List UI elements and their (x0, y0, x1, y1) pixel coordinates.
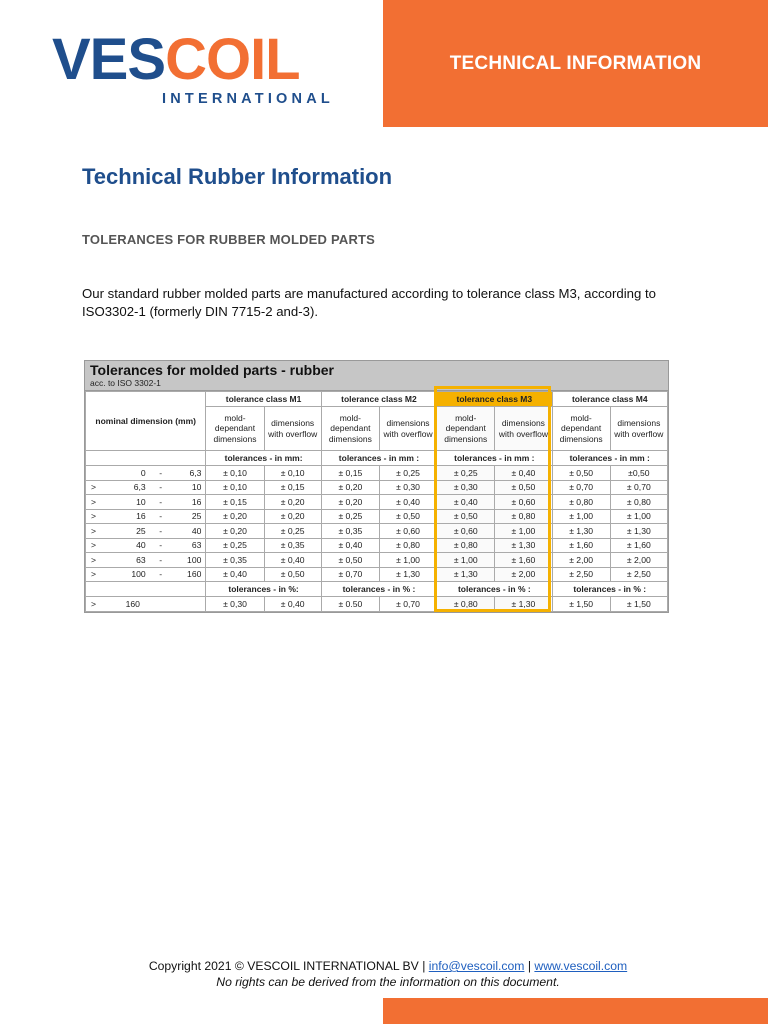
section-title: TOLERANCES FOR RUBBER MOLDED PARTS (82, 232, 376, 247)
tolerance-value: ± 0,50 (321, 553, 379, 568)
range-from: 16 (112, 509, 150, 524)
m4-overflow: dimensions with overflow (610, 407, 667, 451)
class-m1-header: tolerance class M1 (206, 392, 321, 407)
range-dash: - (150, 466, 172, 481)
tolerance-value: ± 0,40 (264, 553, 321, 568)
tolerance-value: ± 1,60 (495, 553, 552, 568)
tolerance-value: ± 0,10 (264, 466, 321, 481)
tolerance-value: ± 0,35 (321, 524, 379, 539)
footer-separator: | (527, 959, 531, 973)
page-title: Technical Rubber Information (82, 164, 393, 189)
tolerance-value: ± 1,30 (610, 524, 667, 539)
tolerance-value: ± 1,60 (610, 538, 667, 553)
tolerance-value: ± 0,20 (264, 495, 321, 510)
tolerance-value: ± 0,40 (264, 597, 321, 612)
tolerance-value: ± 0,40 (437, 495, 495, 510)
empty-cell (86, 582, 206, 597)
table-header (85, 361, 668, 391)
tolerance-value: ± 0,10 (206, 480, 264, 495)
tolerance-value: ± 0,15 (321, 466, 379, 481)
tolerance-value: ± 0,25 (321, 509, 379, 524)
tolerance-value: ± 2,50 (610, 567, 667, 582)
tolerance-value: ± 0,30 (206, 597, 264, 612)
tolerance-value: ± 0,80 (552, 495, 610, 510)
range-from: 6,3 (112, 480, 150, 495)
tol-pct-label: tolerances - in % : (552, 582, 667, 597)
m3-mold-dependant: mold-dependant dimensions (437, 407, 495, 451)
range-prefix: > (86, 597, 112, 612)
tolerance-value: ± 0,20 (264, 509, 321, 524)
logo-wordmark (52, 27, 352, 92)
tol-pct-label: tolerances - in % : (437, 582, 552, 597)
footer-copyright-line (0, 958, 768, 974)
m2-mold-dependant: mold-dependant dimensions (321, 407, 379, 451)
logo-ves: VES (52, 27, 166, 92)
website-link[interactable]: www.vescoil.com (534, 959, 628, 973)
m2-overflow: dimensions with overflow (379, 407, 436, 451)
tolerance-value: ± 2,00 (552, 553, 610, 568)
nominal-dimension-header: nominal dimension (mm) (86, 392, 206, 451)
m1-mold-dependant: mold-dependant dimensions (206, 407, 264, 451)
tolerance-value: ± 0,30 (379, 480, 436, 495)
tolerance-value: ± 1,00 (379, 553, 436, 568)
tolerance-value: ± 0,40 (379, 495, 436, 510)
range-from: 10 (112, 495, 150, 510)
tolerance-value: ± 0,10 (206, 466, 264, 481)
tolerance-value: ± 0,30 (437, 480, 495, 495)
tolerance-value: ± 0,50 (264, 567, 321, 582)
tolerance-value: ± 0,80 (610, 495, 667, 510)
tolerance-value: ± 0,60 (437, 524, 495, 539)
range-prefix: > (86, 480, 112, 495)
tolerance-value: ± 1,00 (552, 509, 610, 524)
range-from: 63 (112, 553, 150, 568)
tolerance-value: ± 0,80 (495, 509, 552, 524)
table-row (86, 553, 668, 568)
table-row (86, 538, 668, 553)
range-prefix: > (86, 524, 112, 539)
header-banner (383, 0, 768, 127)
m2-tol-mm: tolerances - in mm : (321, 451, 436, 466)
range-dash: - (150, 524, 172, 539)
tolerance-value: ± 0,70 (321, 567, 379, 582)
tolerance-pct-header-row (86, 582, 668, 597)
range-from: 0 (112, 466, 150, 481)
tolerance-value: ± 0,70 (552, 480, 610, 495)
tolerance-value: ± 0,60 (379, 524, 436, 539)
header-label: TECHNICAL INFORMATION (449, 52, 702, 74)
tolerance-value: ± 1,00 (437, 553, 495, 568)
tol-pct-label: tolerances - in % : (321, 582, 436, 597)
tolerance-value: ± 0,15 (264, 480, 321, 495)
range-to: 25 (172, 509, 206, 524)
tolerance-value: ± 0,60 (495, 495, 552, 510)
m3-tol-mm: tolerances - in mm : (437, 451, 552, 466)
tolerance-grid (85, 391, 668, 612)
tolerance-value: ± 0,20 (206, 524, 264, 539)
tolerance-value: ± 1,30 (552, 524, 610, 539)
tolerance-value: ± 1,30 (437, 567, 495, 582)
tolerance-mm-header-row (86, 451, 668, 466)
tolerance-value: ± 0,70 (379, 597, 436, 612)
tolerance-value: ± 2,00 (495, 567, 552, 582)
range-from: 160 (112, 597, 206, 612)
range-prefix: > (86, 495, 112, 510)
range-to: 100 (172, 553, 206, 568)
range-prefix: > (86, 538, 112, 553)
tolerance-value: ± 0,20 (206, 509, 264, 524)
tolerance-value: ± 2,50 (552, 567, 610, 582)
range-to: 10 (172, 480, 206, 495)
range-from: 25 (112, 524, 150, 539)
range-prefix: > (86, 509, 112, 524)
range-dash: - (150, 567, 172, 582)
m1-overflow: dimensions with overflow (264, 407, 321, 451)
tolerance-value: ± 0,40 (206, 567, 264, 582)
tolerance-value: ± 0,80 (379, 538, 436, 553)
tolerance-value: ± 0,50 (552, 466, 610, 481)
tolerance-value: ± 0,50 (495, 480, 552, 495)
tolerance-value: ± 0,80 (437, 597, 495, 612)
table-row (86, 567, 668, 582)
range-dash: - (150, 480, 172, 495)
tolerance-value: ± 2,00 (610, 553, 667, 568)
tolerance-value: ± 0,25 (379, 466, 436, 481)
range-prefix: > (86, 567, 112, 582)
tolerance-value: ± 0,25 (206, 538, 264, 553)
table-row (86, 509, 668, 524)
range-dash: - (150, 538, 172, 553)
tolerance-value: ± 0,50 (379, 509, 436, 524)
tolerance-value: ± 0,35 (206, 553, 264, 568)
table-subtitle: acc. to ISO 3302-1 (90, 378, 161, 388)
class-m3-header: tolerance class M3 (437, 392, 552, 407)
range-prefix: > (86, 553, 112, 568)
range-to: 16 (172, 495, 206, 510)
tolerance-value: ± 0,40 (495, 466, 552, 481)
m1-tol-mm: tolerances - in mm: (206, 451, 321, 466)
footer-bar (383, 998, 768, 1024)
m3-overflow: dimensions with overflow (495, 407, 552, 451)
intro-paragraph: Our standard rubber molded parts are manufactured according to tolerance class M3, according to ISO3302-1 (formerly DIN 7715-2 and-3). (82, 286, 656, 319)
tolerance-value: ± 0,40 (321, 538, 379, 553)
table-row (86, 466, 668, 481)
range-from: 40 (112, 538, 150, 553)
tolerance-table (84, 360, 669, 613)
range-to: 40 (172, 524, 206, 539)
class-m4-header: tolerance class M4 (552, 392, 667, 407)
tolerance-value: ± 0,35 (264, 538, 321, 553)
email-link[interactable]: info@vescoil.com (428, 959, 525, 973)
range-dash: - (150, 553, 172, 568)
tolerance-value: ± 1,00 (495, 524, 552, 539)
range-dash: - (150, 509, 172, 524)
range-prefix (86, 466, 112, 481)
tolerance-value: ± 1,30 (495, 597, 552, 612)
range-to: 160 (172, 567, 206, 582)
m4-tol-mm: tolerances - in mm : (552, 451, 667, 466)
table-row (86, 480, 668, 495)
empty-cell (86, 451, 206, 466)
vescoil-logo (52, 27, 352, 107)
m4-mold-dependant: mold-dependant dimensions (552, 407, 610, 451)
tolerance-value: ± 1,30 (379, 567, 436, 582)
tol-pct-label: tolerances - in %: (206, 582, 321, 597)
tolerance-value: ±0,50 (610, 466, 667, 481)
tolerance-value: ± 0.50 (321, 597, 379, 612)
tolerance-value: ± 1,50 (610, 597, 667, 612)
disclaimer: No rights can be derived from the information on this document. (216, 975, 560, 989)
tolerance-value: ± 1,50 (552, 597, 610, 612)
tolerance-value: ± 0,80 (437, 538, 495, 553)
tolerance-value: ± 0,70 (610, 480, 667, 495)
copyright-text: Copyright 2021 © VESCOIL INTERNATIONAL BV | (148, 959, 426, 973)
tolerance-value: ± 0,20 (321, 495, 379, 510)
tolerance-value: ± 1,00 (610, 509, 667, 524)
range-to: 6,3 (172, 466, 206, 481)
tolerance-value: ± 0,25 (264, 524, 321, 539)
logo-coil: COIL (165, 27, 300, 92)
range-dash: - (150, 495, 172, 510)
tolerance-value: ± 0,20 (321, 480, 379, 495)
table-title: Tolerances for molded parts - rubber (90, 362, 335, 378)
class-m2-header: tolerance class M2 (321, 392, 436, 407)
tolerance-value: ± 1,60 (552, 538, 610, 553)
table-row (86, 597, 668, 612)
range-to: 63 (172, 538, 206, 553)
class-header-row (86, 392, 668, 407)
table-row (86, 524, 668, 539)
tolerance-value: ± 0,25 (437, 466, 495, 481)
tolerance-value: ± 0,50 (437, 509, 495, 524)
logo-subtitle: INTERNATIONAL (162, 91, 334, 107)
tolerance-value: ± 0,15 (206, 495, 264, 510)
table-row (86, 495, 668, 510)
range-from: 100 (112, 567, 150, 582)
tolerance-value: ± 1,30 (495, 538, 552, 553)
footer (0, 958, 768, 990)
